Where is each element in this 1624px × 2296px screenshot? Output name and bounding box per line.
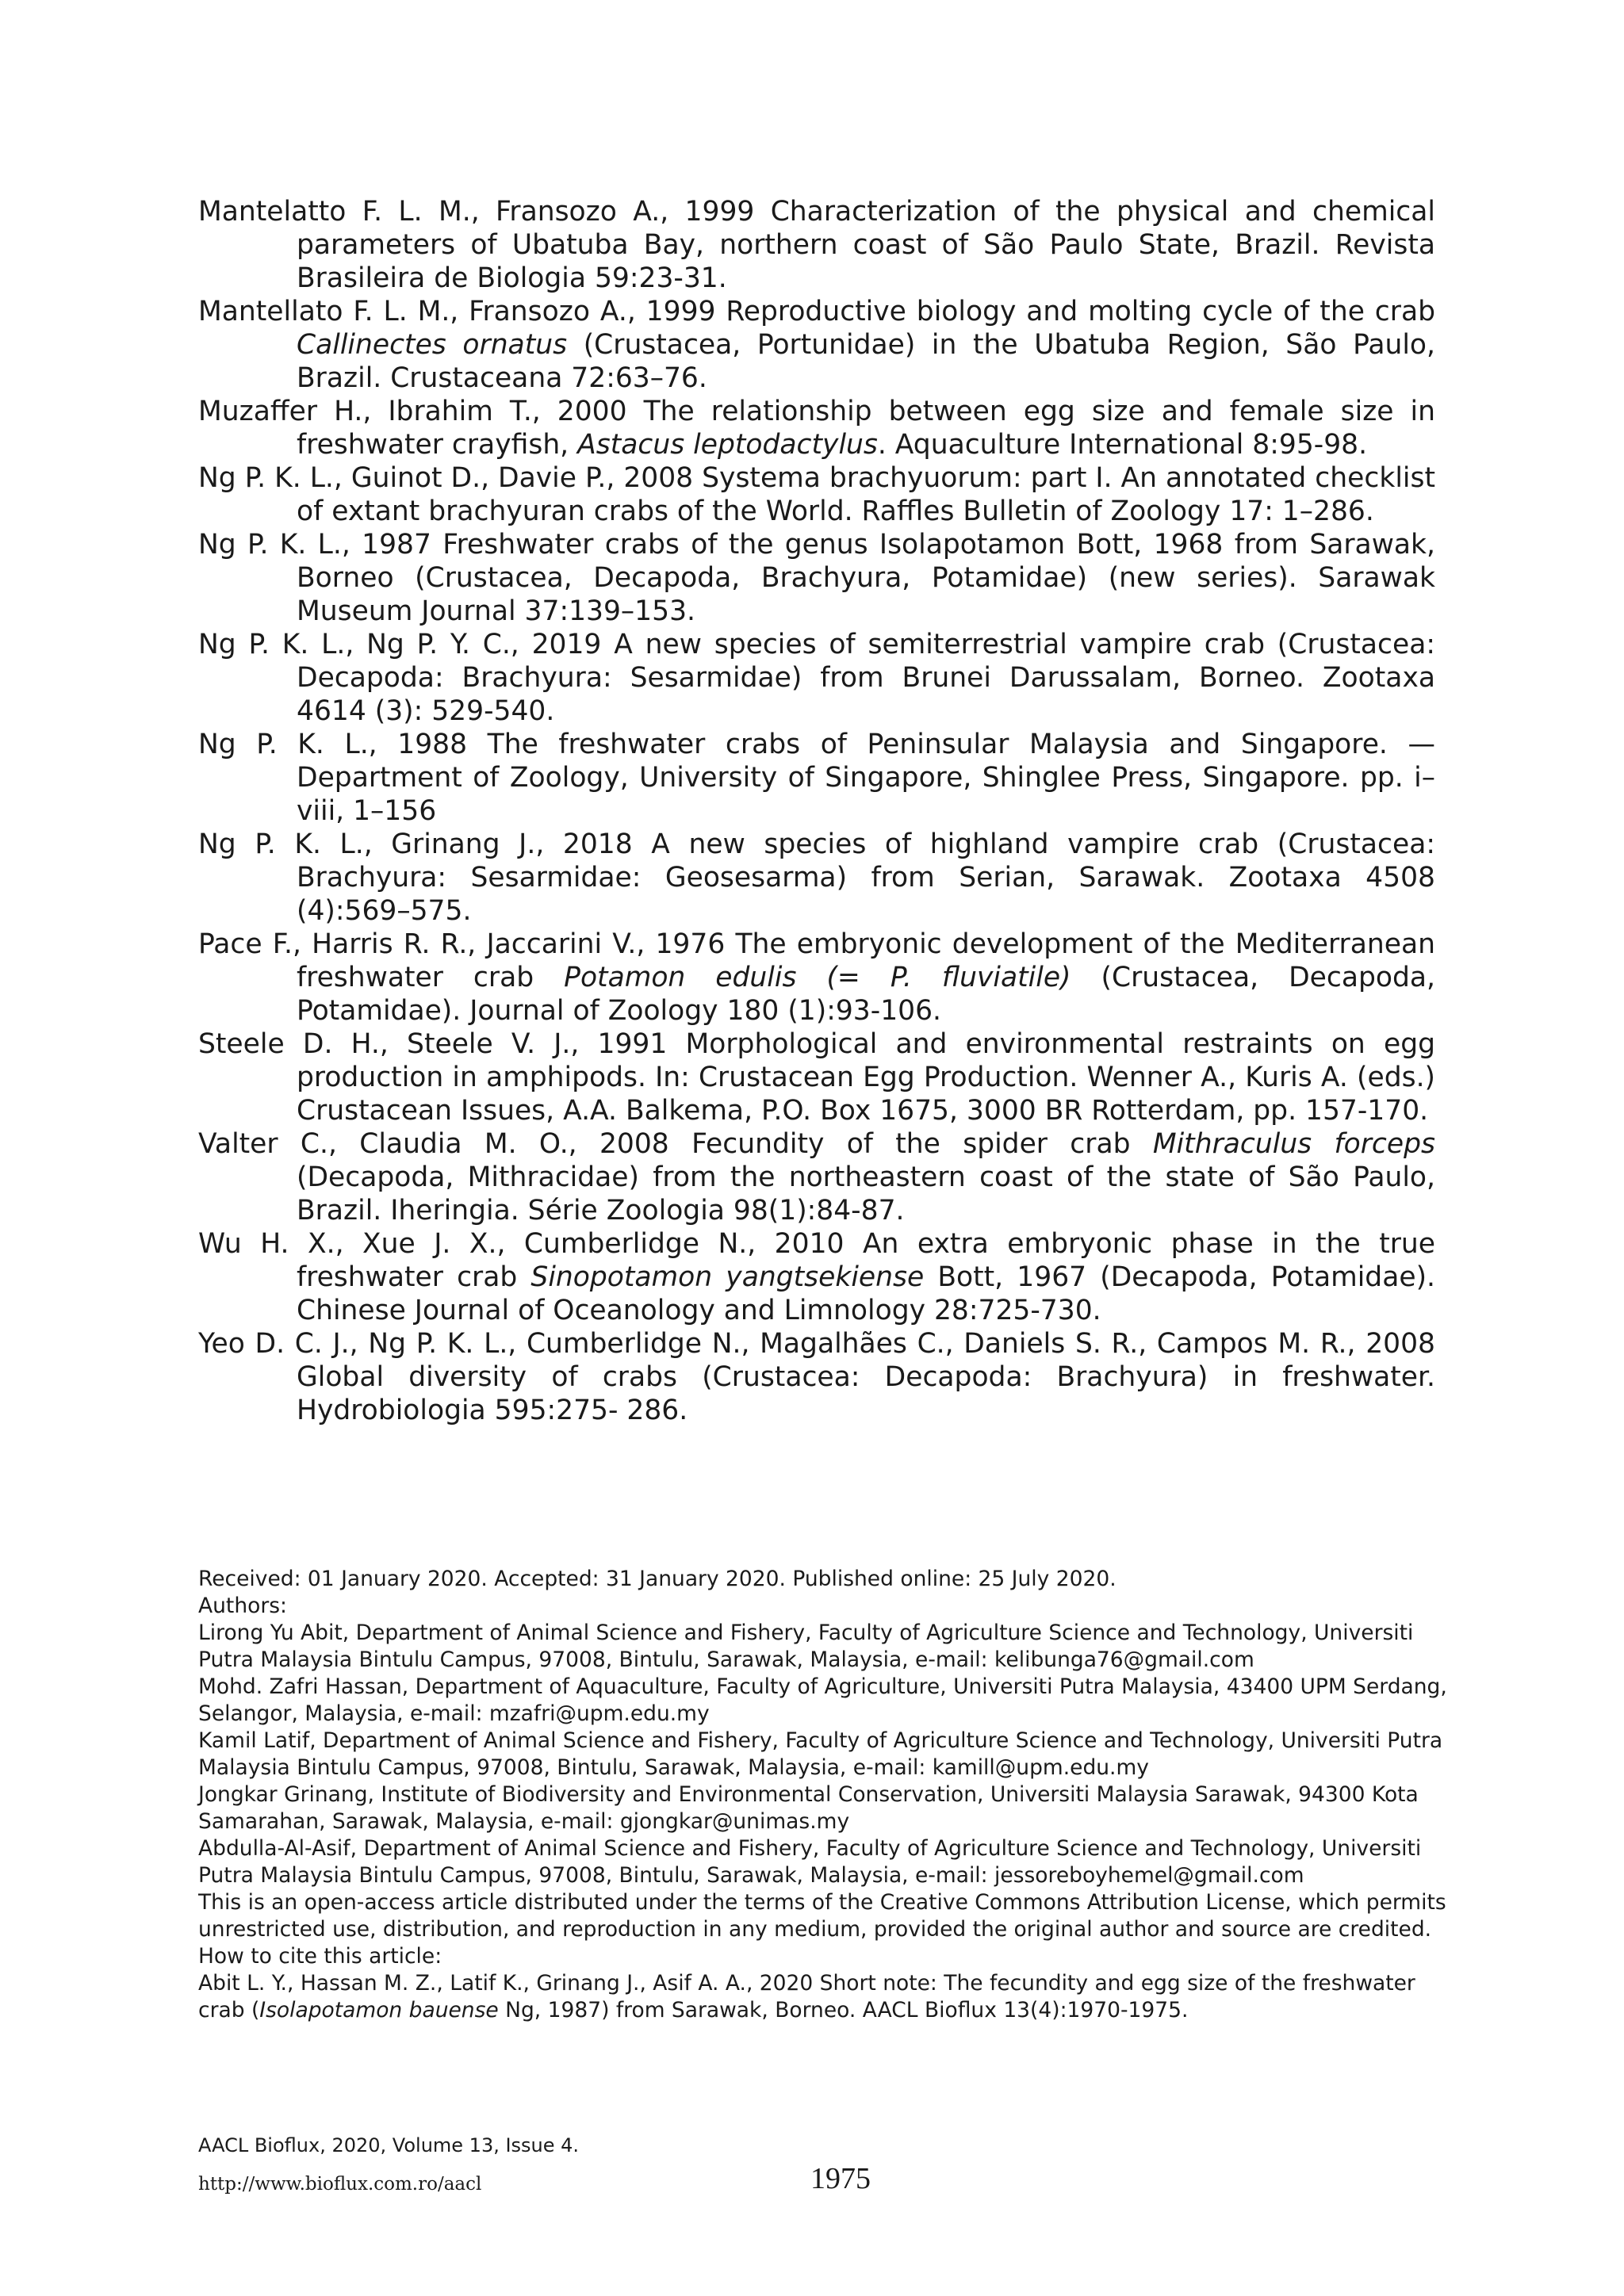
reference-entry: Mantelatto F. L. M., Fransozo A., 1999 Characterization of the physical and chemical parameters of Ubatuba Bay, northern coast of São Paulo State, Brazil. Revista Brasileira de Biologia 59:23-31. xyxy=(198,196,1435,294)
cite-heading: How to cite this article: xyxy=(198,1944,442,1969)
reference-entry: Pace F., Harris R. R., Jaccarini V., 1976 The embryonic development of the Mediterranean freshwater crab Potamon edulis (= P. fluviatile) (Crustacea, Decapoda, Potamidae). Journal of Zoology 180 (1):93-106. xyxy=(198,928,1435,1027)
article-info xyxy=(198,1566,1451,2024)
author-affiliation: Lirong Yu Abit, Department of Animal Science and Fishery, Faculty of Agriculture Science and Technology, Universiti Putra Malaysia Bintulu Campus, 97008, Bintulu, Sarawak, Malaysia, e-mail: kelibunga76@gmail.com xyxy=(198,1621,1414,1672)
reference-entry: Ng P. K. L., Ng P. Y. C., 2019 A new species of semiterrestrial vampire crab (Crustacea: Decapoda: Brachyura: Sesarmidae) from Brunei Darussalam, Borneo. Zootaxa 4614 (3): 529-540. xyxy=(198,629,1435,727)
reference-entry: Steele D. H., Steele V. J., 1991 Morphological and environmental restraints on egg production in amphipods. In: Crustacean Egg Production. Wenner A., Kuris A. (eds.) Crustacean Issues, A.A. Balkema, P.O. Box 1675, 3000 BR Rotterdam, pp. 157-170. xyxy=(198,1028,1435,1127)
reference-entry: Ng P. K. L., 1988 The freshwater crabs of Peninsular Malaysia and Singapore. — Department of Zoology, University of Singapore, Shinglee Press, Singapore. pp. i–viii, 1–156 xyxy=(198,729,1435,827)
reference-entry: Yeo D. C. J., Ng P. K. L., Cumberlidge N., Magalhães C., Daniels S. R., Campos M. R., 2008 Global diversity of crabs (Crustacea: Decapoda: Brachyura) in freshwater. Hydrobiologia 595:275- 286. xyxy=(198,1328,1435,1426)
author-affiliation: Jongkar Grinang, Institute of Biodiversity and Environmental Conservation, Universiti Malaysia Sarawak, 94300 Kota Samarahan, Sarawak, Malaysia, e-mail: gjongkar@unimas.my xyxy=(198,1782,1419,1834)
reference-list xyxy=(198,195,1435,1427)
author-affiliation: Mohd. Zafri Hassan, Department of Aquaculture, Faculty of Agriculture, Universiti Putra Malaysia, 43400 UPM Serdang, Selangor, Malaysia, e-mail: mzafri@upm.edu.my xyxy=(198,1674,1447,1726)
reference-entry: Ng P. K. L., Guinot D., Davie P., 2008 Systema brachyuorum: part I. An annotated checklist of extant brachyuran crabs of the World. Raffles Bulletin of Zoology 17: 1–286. xyxy=(198,462,1435,527)
citation: Abit L. Y., Hassan M. Z., Latif K., Grinang J., Asif A. A., 2020 Short note: The fecundity and egg size of the freshwater crab (Isolapotamon bauense Ng, 1987) from Sarawak, Borneo. AACL Bioflux 13(4):1970-1975. xyxy=(198,1971,1415,2022)
footer-url: http://www.bioflux.com.ro/aacl xyxy=(198,2174,482,2195)
reference-entry: Ng P. K. L., Grinang J., 2018 A new species of highland vampire crab (Crustacea: Brachyura: Sesarmidae: Geosesarma) from Serian, Sarawak. Zootaxa 4508 (4):569–575. xyxy=(198,828,1435,927)
reference-entry: Wu H. X., Xue J. X., Cumberlidge N., 2010 An extra embryonic phase in the true freshwater crab Sinopotamon yangtsekiense Bott, 1967 (Decapoda, Potamidae). Chinese Journal of Oceanology and Limnology 28:725-730. xyxy=(198,1228,1435,1326)
reference-entry: Muzaffer H., Ibrahim T., 2000 The relationship between egg size and female size in freshwater crayfish, Astacus leptodactylus. Aquaculture International 8:95-98. xyxy=(198,396,1435,461)
reference-entry: Mantellato F. L. M., Fransozo A., 1999 Reproductive biology and molting cycle of the crab Callinectes ornatus (Crustacea, Portunidae) in the Ubatuba Region, São Paulo, Brazil. Crustaceana 72:63–76. xyxy=(198,296,1436,394)
authors-heading: Authors: xyxy=(198,1594,287,1618)
page-number: 1975 xyxy=(810,2162,871,2195)
publication-dates: Received: 01 January 2020. Accepted: 31 January 2020. Published online: 25 July 2020. xyxy=(198,1567,1116,1591)
author-affiliation: Abdulla-Al-Asif, Department of Animal Science and Fishery, Faculty of Agriculture Science and Technology, Universiti Putra Malaysia Bintulu Campus, 97008, Bintulu, Sarawak, Malaysia, e-mail: jessoreboyhemel@gmail.com xyxy=(198,1836,1422,1888)
license-statement: This is an open-access article distributed under the terms of the Creative Commons Attribution License, which permits unrestricted use, distribution, and reproduction in any medium, provided the original author and source are credited. xyxy=(198,1890,1446,1942)
reference-entry: Valter C., Claudia M. O., 2008 Fecundity of the spider crab Mithraculus forceps (Decapoda, Mithracidae) from the northeastern coast of the state of São Paulo, Brazil. Iheringia. Série Zoologia 98(1):84-87. xyxy=(198,1128,1435,1226)
footer-journal: AACL Bioflux, 2020, Volume 13, Issue 4. xyxy=(198,2134,580,2156)
author-affiliation: Kamil Latif, Department of Animal Science and Fishery, Faculty of Agriculture Science and Technology, Universiti Putra Malaysia Bintulu Campus, 97008, Bintulu, Sarawak, Malaysia, e-mail: kamill@upm.edu.my xyxy=(198,1728,1443,1780)
reference-entry: Ng P. K. L., 1987 Freshwater crabs of the genus Isolapotamon Bott, 1968 from Sarawak, Borneo (Crustacea, Decapoda, Brachyura, Potamidae) (new series). Sarawak Museum Journal 37:139–153. xyxy=(198,529,1435,627)
